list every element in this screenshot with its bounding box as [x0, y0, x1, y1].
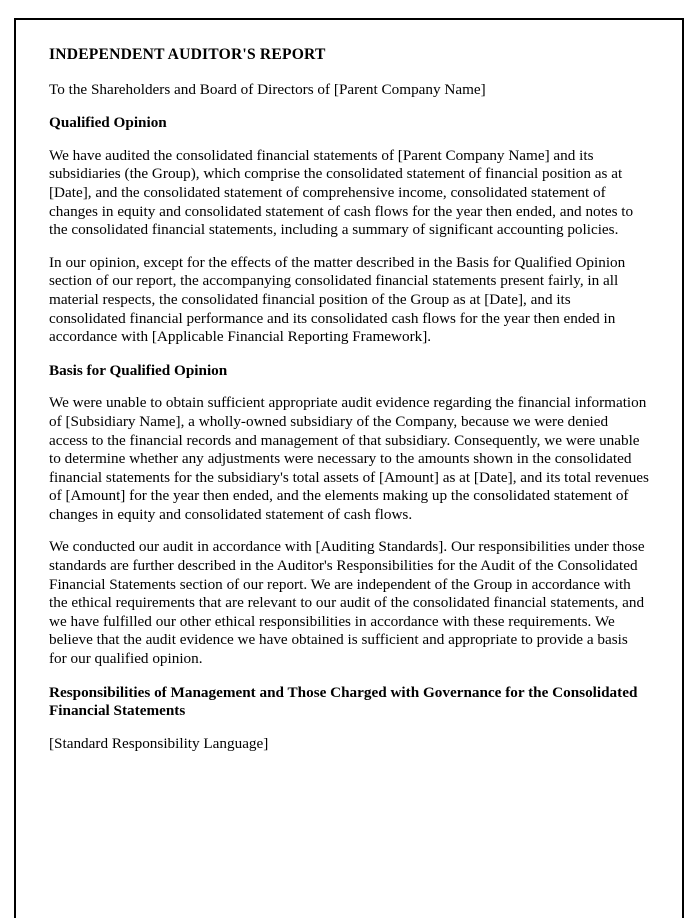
addressee-line: To the Shareholders and Board of Directors of [Parent Company Name]: [49, 80, 486, 98]
document-page: [14, 18, 684, 918]
paragraph-basis-evidence: We were unable to obtain sufficient appropriate audit evidence regarding the financial information of [Subsidiary Name], a wholly-owned subsidiary of the Company, because we were denied access to the financial records and management of that subsidiary. Consequently, we were unable to determine whether any adjustments were necessary to the amounts shown in the consolidated financial statements for the subsidiary's total assets of [Amount] as at [Date], and its total revenues of [Amount] for the year then ended, and the elements making up the consolidated statement of changes in equity and consolidated statement of cash flows.: [49, 394, 649, 523]
paragraph-audit-standards: We conducted our audit in accordance with [Auditing Standards]. Our responsibilities under those standards are further described in the Auditor's Responsibilities for the Audit of the Consolidated Financial Statements section of our report. We are independent of the Group in accordance with the ethical requirements that are relevant to our audit of the consolidated financial statements, and we have fulfilled our other ethical responsibilities in accordance with these requirements. We believe that the audit evidence we have obtained is sufficient and appropriate to provide a basis for our qualified opinion.: [49, 538, 645, 668]
section-heading-responsibilities: Responsibilities of Management and Those Charged with Governance for the Consolidated Financial Statements: [49, 683, 638, 720]
report-title: INDEPENDENT AUDITOR'S REPORT: [49, 46, 326, 63]
section-heading-qualified-opinion: Qualified Opinion: [49, 114, 167, 132]
section-heading-basis-for-qualified-opinion: Basis for Qualified Opinion: [49, 361, 228, 379]
document-content: [16, 20, 682, 753]
paragraph-opinion-statement: In our opinion, except for the effects of the matter described in the Basis for Qualified Opinion section of our report, the accompanying consolidated financial statements present fairly, in all material respects, the consolidated financial position of the Group as at [Date], and its consolidated financial performance and its consolidated cash flows for the year then ended in accordance with [Applicable Financial Reporting Framework].: [49, 253, 626, 346]
paragraph-audit-scope: We have audited the consolidated financial statements of [Parent Company Name] and its subsidiaries (the Group), which comprise the consolidated statement of financial position as at [Date], and the consolidated statement of comprehensive income, consolidated statement of changes in equity and consolidated statement of cash flows for the year then ended, and notes to the consolidated financial statements, including a summary of significant accounting policies.: [49, 146, 634, 239]
paragraph-standard-responsibility: [Standard Responsibility Language]: [49, 734, 269, 752]
